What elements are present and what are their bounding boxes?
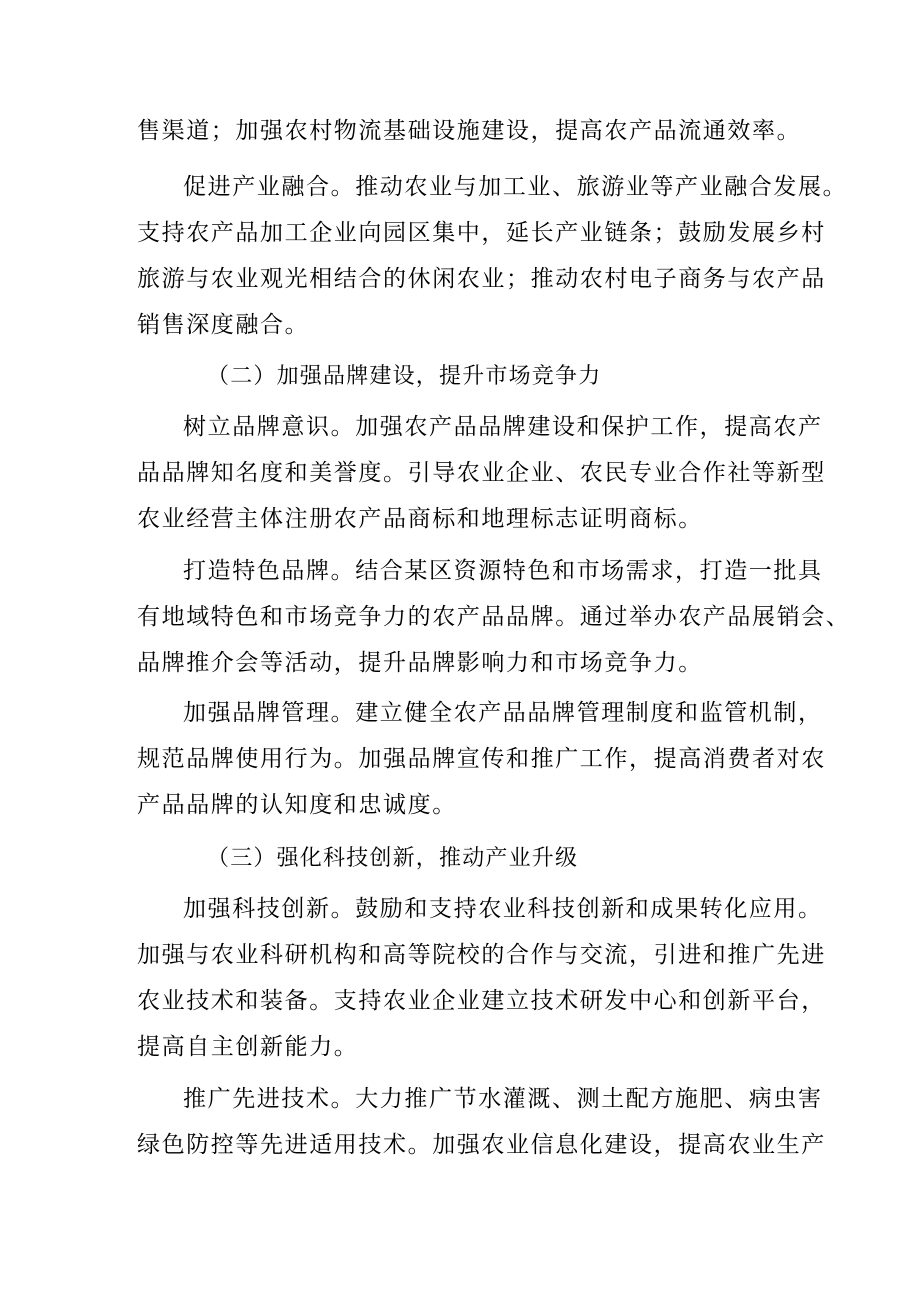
paragraph-line: 品牌推介会等活动，提升品牌影响力和市场竞争力。	[137, 650, 703, 676]
paragraph-line: 加强与农业科研机构和高等院校的合作与交流，引进和推广先进	[137, 942, 826, 968]
paragraph-line: 提高自主创新能力。	[137, 1034, 359, 1060]
paragraph-line: 产品品牌的认知度和忠诚度。	[137, 792, 457, 818]
paragraph-line: 销售深度融合。	[137, 312, 310, 338]
paragraph-line: 农业技术和装备。支持农业企业建立技术研发中心和创新平台，	[137, 988, 826, 1014]
paragraph-line: 打造特色品牌。结合某区资源特色和市场需求，打造一批具	[183, 558, 823, 584]
paragraph-line: 农业经营主体注册农产品商标和地理标志证明商标。	[137, 506, 703, 532]
paragraph-line: 加强品牌管理。建立健全农产品品牌管理制度和监管机制，	[183, 700, 823, 726]
paragraph-line: 推广先进技术。大力推广节水灌溉、测土配方施肥、病虫害	[183, 1086, 823, 1112]
paragraph-line: 售渠道；加强农村物流基础设施建设，提高农产品流通效率。	[137, 118, 802, 144]
paragraph-line: 加强科技创新。鼓励和支持农业科技创新和成果转化应用。	[183, 896, 823, 922]
paragraph-line: 促进产业融合。推动农业与加工业、旅游业等产业融合发展。	[183, 174, 848, 200]
paragraph-line: 规范品牌使用行为。加强品牌宣传和推广工作，提高消费者对农	[137, 746, 826, 772]
paragraph-line: 旅游与农业观光相结合的休闲农业；推动农村电子商务与农产品	[137, 266, 826, 292]
section-heading: （二）加强品牌建设，提升市场竞争力	[207, 364, 602, 389]
paragraph-line: 绿色防控等先进适用技术。加强农业信息化建设，提高农业生产	[137, 1132, 826, 1158]
paragraph-line: 品品牌知名度和美誉度。引导农业企业、农民专业合作社等新型	[137, 460, 826, 486]
paragraph-line: 树立品牌意识。加强农产品品牌建设和保护工作，提高农产	[183, 414, 823, 440]
section-heading: （三）强化科技创新，推动产业升级	[207, 846, 579, 871]
paragraph-line: 有地域特色和市场竞争力的农产品品牌。通过举办农产品展销会、	[137, 604, 851, 630]
paragraph-line: 支持农产品加工企业向园区集中，延长产业链条；鼓励发展乡村	[137, 220, 826, 246]
